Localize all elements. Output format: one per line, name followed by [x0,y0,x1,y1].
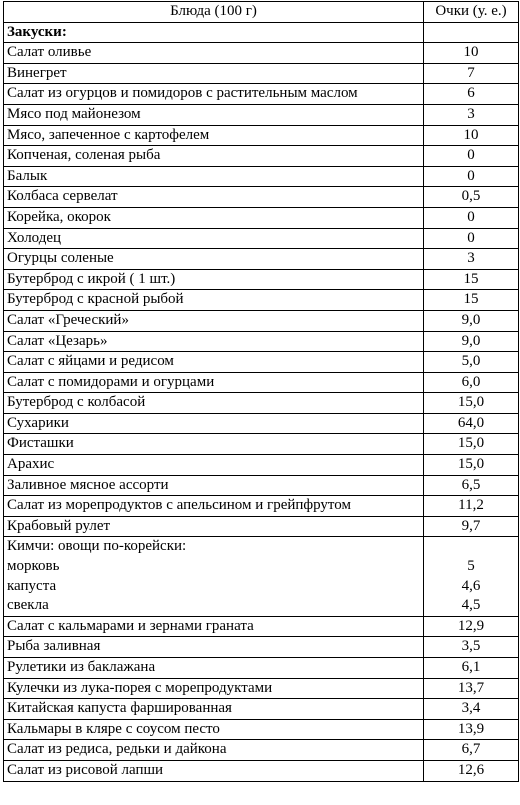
table-row [4,249,519,270]
table-row [4,125,519,146]
dish-points: 15,0 [424,434,519,455]
dish-name: Колбаса сервелат [4,187,424,208]
table-row [4,496,519,517]
dish-name: Винегрет [4,63,424,84]
kimchi-item-points: 4,6 [461,577,481,594]
dish-points: 11,2 [424,496,519,517]
dish-name: Корейка, окорок [4,207,424,228]
section-row [4,22,519,43]
table-row [4,43,519,64]
kimchi-item-points: 4,5 [461,597,481,614]
dish-points: 9,0 [424,331,519,352]
dish-points: 0,5 [424,187,519,208]
table-row [4,455,519,476]
table-row [4,207,519,228]
dish-name: Бутерброд с икрой ( 1 шт.) [4,269,424,290]
table-row [4,269,519,290]
table-row [4,516,519,537]
kimchi-item-points: 5 [467,558,475,575]
dish-name: Рыба заливная [4,637,424,658]
table-row [4,719,519,740]
dish-points: 15 [424,269,519,290]
table-row [4,104,519,125]
dish-name: Салат «Цезарь» [4,331,424,352]
kimchi-item-name: морковь [7,558,60,575]
kimchi-points-cell [424,537,519,616]
dish-points: 6,5 [424,475,519,496]
dish-name: Холодец [4,228,424,249]
table-row [4,63,519,84]
table-row [4,616,519,637]
table-row [4,740,519,761]
dish-name: Салат с помидорами и огурцами [4,372,424,393]
header-row [4,2,519,23]
dish-points: 6,7 [424,740,519,761]
table-row [4,331,519,352]
table-row [4,658,519,679]
dish-points: 3 [424,249,519,270]
dish-name: Салат из редиса, редьки и дайкона [4,740,424,761]
dish-name: Арахис [4,455,424,476]
dish-points: 6,0 [424,372,519,393]
points-column-header: Очки (у. е.) [424,2,519,23]
dish-points: 15 [424,290,519,311]
kimchi-dish-cell [4,537,424,616]
table-row [4,637,519,658]
table-row [4,146,519,167]
table-row [4,290,519,311]
dish-points: 6 [424,84,519,105]
dish-points: 9,0 [424,310,519,331]
table-row [4,393,519,414]
dish-name: Копченая, соленая рыба [4,146,424,167]
dish-name: Салат из огурцов и помидоров с растительным маслом [4,84,424,105]
dish-name: Салат оливье [4,43,424,64]
table-row [4,434,519,455]
dish-name: Салат с кальмарами и зернами граната [4,616,424,637]
dish-points: 15,0 [424,455,519,476]
table-row [4,310,519,331]
dish-points: 3,4 [424,699,519,720]
dish-name: Сухарики [4,413,424,434]
table-row [4,699,519,720]
table-row [4,760,519,781]
dish-points: 0 [424,228,519,249]
dish-points: 13,9 [424,719,519,740]
dish-points: 10 [424,125,519,146]
dish-points: 12,9 [424,616,519,637]
dish-points: 0 [424,207,519,228]
table-row [4,413,519,434]
dish-points: 10 [424,43,519,64]
dish-name: Рулетики из баклажана [4,658,424,679]
dish-points: 12,6 [424,760,519,781]
dish-column-header: Блюда (100 г) [4,2,424,23]
dish-points: 0 [424,146,519,167]
kimchi-item-name: свекла [7,597,49,614]
dish-name: Салат с яйцами и редисом [4,352,424,373]
points-table [3,1,519,782]
section-title: Закуски: [4,22,424,43]
dish-name: Заливное мясное ассорти [4,475,424,496]
dish-name: Кулечки из лука-порея с морепродуктами [4,678,424,699]
table-row [4,84,519,105]
table-row [4,166,519,187]
dish-points: 5,0 [424,352,519,373]
dish-name: Фисташки [4,434,424,455]
dish-points: 64,0 [424,413,519,434]
dish-points: 0 [424,166,519,187]
table-row-kimchi [4,537,519,616]
dish-name: Огурцы соленые [4,249,424,270]
table-row [4,228,519,249]
dish-name: Салат из рисовой лапши [4,760,424,781]
dish-name: Мясо под майонезом [4,104,424,125]
dish-points: 3,5 [424,637,519,658]
dish-name: Кальмары в кляре с соусом песто [4,719,424,740]
table-row [4,678,519,699]
dish-points: 13,7 [424,678,519,699]
dish-name: Крабовый рулет [4,516,424,537]
dish-name: Бутерброд с колбасой [4,393,424,414]
table-row [4,352,519,373]
kimchi-item-name: капуста [7,577,57,594]
dish-name: Салат из морепродуктов с апельсином и грейпфрутом [4,496,424,517]
table-row [4,187,519,208]
dish-points: 6,1 [424,658,519,679]
table-row [4,475,519,496]
dish-points: 7 [424,63,519,84]
dish-name: Мясо, запеченное с картофелем [4,125,424,146]
dish-name: Балык [4,166,424,187]
dish-name: Бутерброд с красной рыбой [4,290,424,311]
dish-points: 3 [424,104,519,125]
dish-name: Китайская капуста фаршированная [4,699,424,720]
kimchi-title: Кимчи: овощи по-корейски: [7,538,187,555]
dish-points: 9,7 [424,516,519,537]
table-row [4,372,519,393]
dish-name: Салат «Греческий» [4,310,424,331]
section-empty-cell [424,22,519,43]
dish-points: 15,0 [424,393,519,414]
